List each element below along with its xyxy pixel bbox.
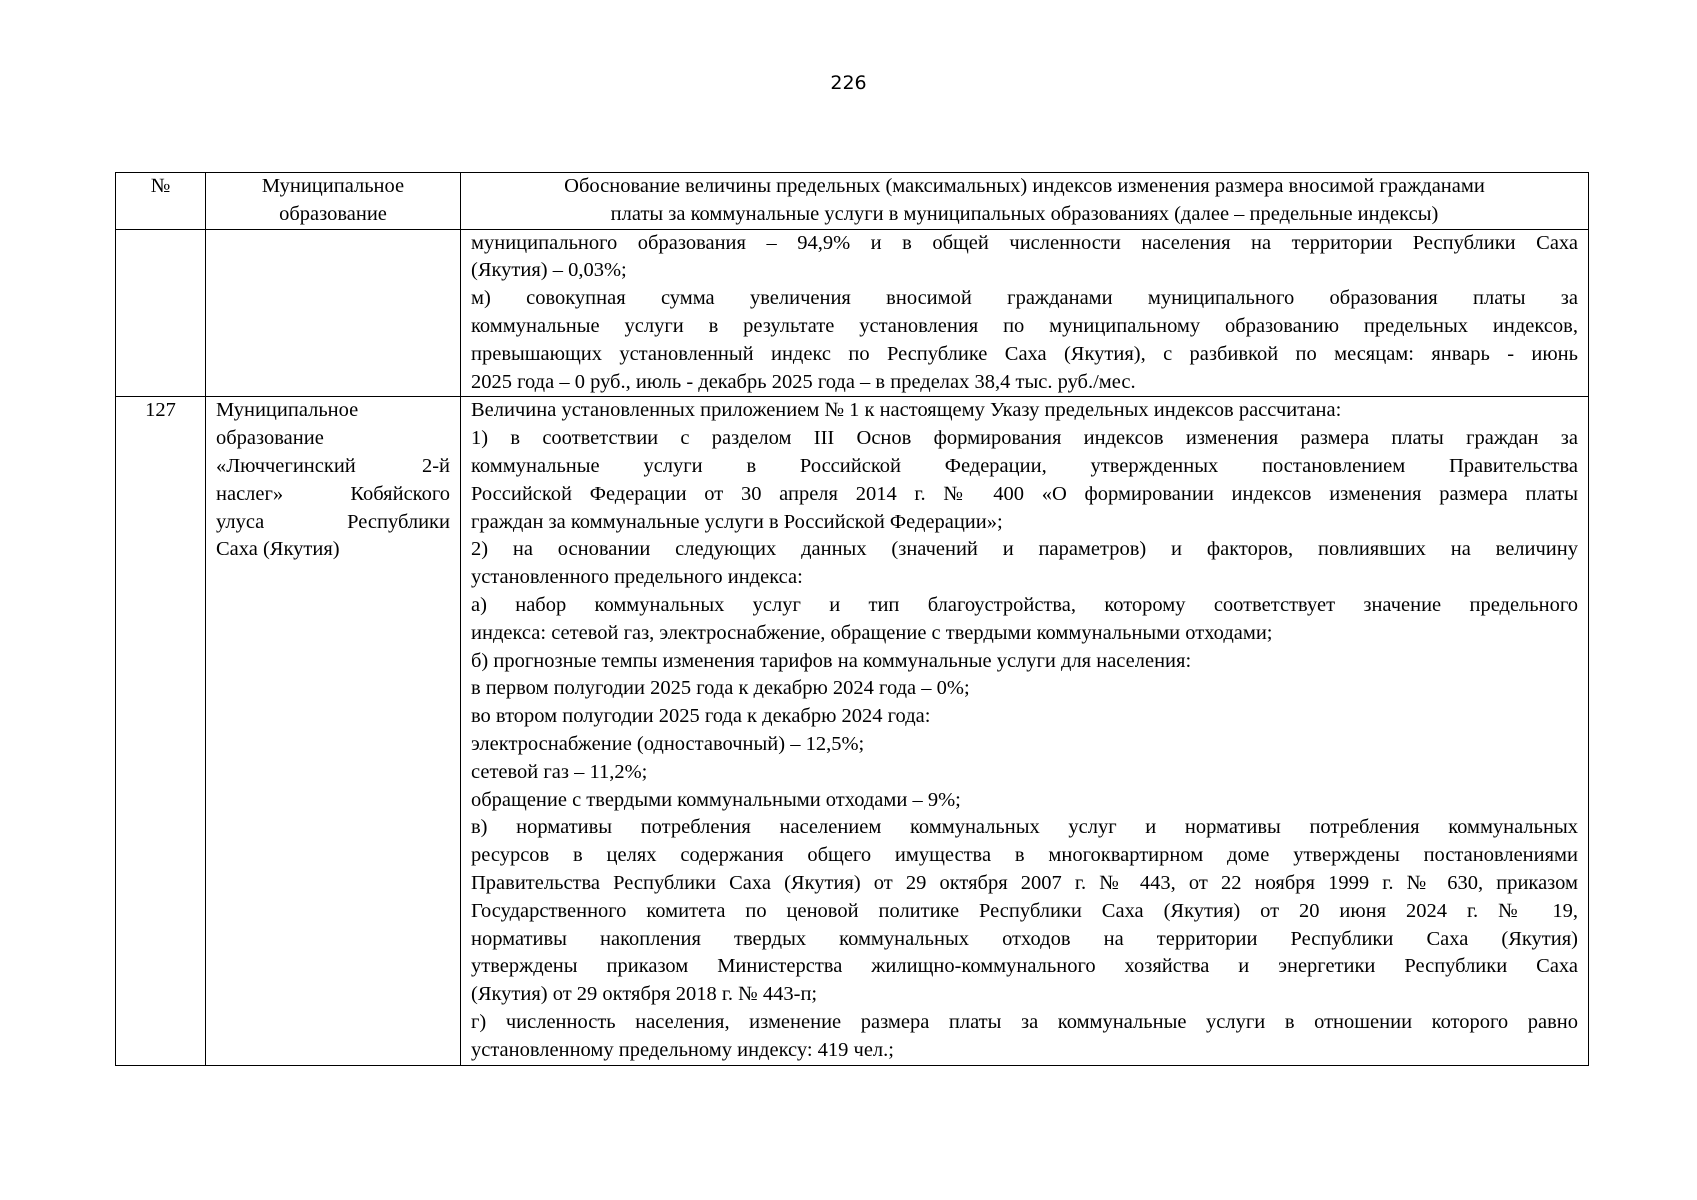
justification-line: во втором полугодии 2025 года к декабрю 2024 года: [471,705,931,728]
justification-line: Величина установленных приложением № 1 к настоящему Указу предельных индексов рассчитана: [471,399,1342,422]
municipality-line: Саха (Якутия) [216,538,340,561]
row-municipality [206,229,461,397]
justification-line: Российской Федерации от 30 апреля 2014 г. № 400 «О формировании индексов изменения размера платы [471,482,1578,505]
justification-line: установленному предельному индексу: 419 чел.; [471,1038,894,1061]
justification-line: Государственного комитета по ценовой политике Республики Саха (Якутия) от 20 июня 2024 г. № 19, [471,899,1578,922]
justification-table [115,172,1589,1066]
justification-line: коммунальные услуги в результате установления по муниципальному образованию предельных индексов, [471,314,1578,337]
justification-line: граждан за коммунальные услуги в Российской Федерации»; [471,510,1003,533]
justification-line: утверждены приказом Министерства жилищно-коммунального хозяйства и энергетики Республики Саха [471,955,1578,978]
row-justification [461,397,1589,1065]
municipality-line: улуса Республики [216,510,450,533]
justification-line: сетевой газ – 11,2%; [471,760,648,783]
header-municipality [206,173,461,230]
header-municipality-line: Муниципальное [261,175,405,197]
row-number: 127 [116,397,206,1065]
justification-line: ресурсов в целях содержания общего имущества в многоквартирном доме утверждены постановлениями [471,844,1578,867]
justification-line: коммунальные услуги в Российской Федерации, утвержденных постановлением Правительства [471,454,1578,477]
justification-line: (Якутия) – 0,03%; [471,259,627,282]
justification-line: м) совокупная сумма увеличения вносимой гражданами муниципального образования платы за [471,287,1578,310]
table-body [116,229,1589,1065]
justification-line: (Якутия) от 29 октября 2018 г. № 443-п; [471,983,818,1006]
header-justification-line: платы за коммунальные услуги в муниципальных образованиях (далее – предельные индексы) [610,202,1439,225]
justification-line: а) набор коммунальных услуг и тип благоустройства, которому соответствует значение предельного [471,593,1578,616]
justification-line: 2025 года – 0 руб., июль - декабрь 2025 года – в пределах 38,4 тыс. руб./мес. [471,370,1136,393]
table-row [116,397,1589,1065]
justification-line: превышающих установленный индекс по Республике Саха (Якутия), с разбивкой по месяцам: январь - июнь [471,342,1578,365]
justification-line: муниципального образования – 94,9% и в общей численности населения на территории Республики Саха [471,231,1578,254]
justification-line: индекса: сетевой газ, электроснабжение, обращение с твердыми коммунальными отходами; [471,621,1273,644]
row-municipality [206,397,461,1065]
justification-line: в) нормативы потребления населением коммунальных услуг и нормативы потребления коммунальных [471,816,1578,839]
header-municipality-line: образование [279,202,387,225]
header-justification-line: Обоснование величины предельных (максимальных) индексов изменения размера вносимой гражданами [564,175,1485,197]
municipality-line: образование [216,427,324,450]
row-number [116,229,206,397]
justification-line: б) прогнозные темпы изменения тарифов на коммунальные услуги для населения: [471,649,1192,672]
justification-line: в первом полугодии 2025 года к декабрю 2024 года – 0%; [471,677,970,700]
header-number: № [116,173,206,230]
municipality-line: наслег» Кобяйского [216,482,450,505]
justification-line: 2) на основании следующих данных (значений и параметров) и факторов, повлиявших на величину [471,538,1578,561]
justification-line: Правительства Республики Саха (Якутия) от 29 октября 2007 г. № 443, от 22 ноября 1999 г. № 630, приказом [471,871,1578,894]
justification-line: нормативы накопления твердых коммунальных отходов на территории Республики Саха (Якутия) [471,927,1578,950]
municipality-line: Муниципальное [216,399,359,422]
justification-line: электроснабжение (одноставочный) – 12,5%; [471,732,865,755]
municipality-line: «Люччегинский 2-й [216,454,450,477]
justification-line: установленного предельного индекса: [471,566,803,589]
justification-line: 1) в соответствии с разделом III Основ формирования индексов изменения размера платы граждан за [471,427,1578,450]
header-justification [461,173,1589,230]
table-row [116,229,1589,397]
row-justification [461,229,1589,397]
justification-line: г) численность населения, изменение размера платы за коммунальные услуги в отношении которого равно [471,1010,1578,1033]
page-number: 226 [830,72,867,94]
justification-line: обращение с твердыми коммунальными отходами – 9%; [471,788,961,811]
table-header-row [116,173,1589,230]
